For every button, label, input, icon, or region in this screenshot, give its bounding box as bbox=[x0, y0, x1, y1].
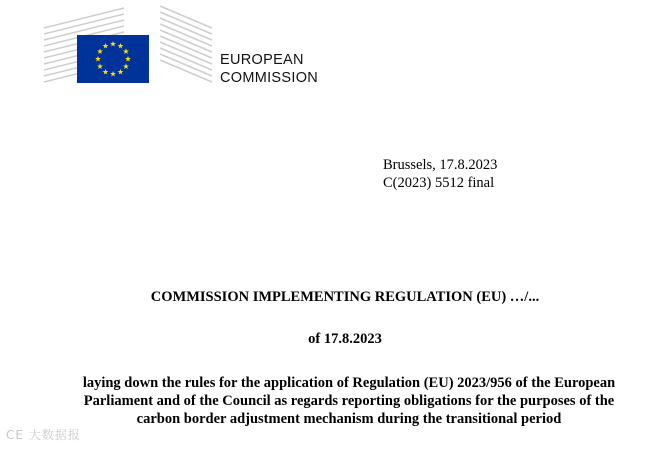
subject-line: Parliament and of the Council as regards reporting obligations for the purposes of the bbox=[83, 393, 615, 409]
european-commission-logo bbox=[42, 4, 217, 86]
document-title: COMMISSION IMPLEMENTING REGULATION (EU) …/... bbox=[150, 289, 540, 305]
subject-line: laying down the rules for the application of Regulation (EU) 2023/956 of the European bbox=[82, 375, 616, 391]
document-subject bbox=[44, 374, 654, 428]
document-meta bbox=[383, 156, 497, 192]
org-line-2: COMMISSION bbox=[220, 70, 319, 86]
organization-name bbox=[220, 51, 318, 87]
document-date-line: of 17.8.2023 bbox=[308, 331, 382, 347]
place-date: Brussels, 17.8.2023 bbox=[383, 157, 498, 173]
watermark: CE 大数据报 bbox=[6, 428, 81, 442]
document-reference: C(2023) 5512 final bbox=[383, 175, 495, 191]
eu-flag bbox=[77, 35, 149, 83]
subject-line: carbon border adjustment mechanism during the transitional period bbox=[136, 411, 562, 427]
org-line-1: EUROPEAN bbox=[220, 52, 304, 68]
